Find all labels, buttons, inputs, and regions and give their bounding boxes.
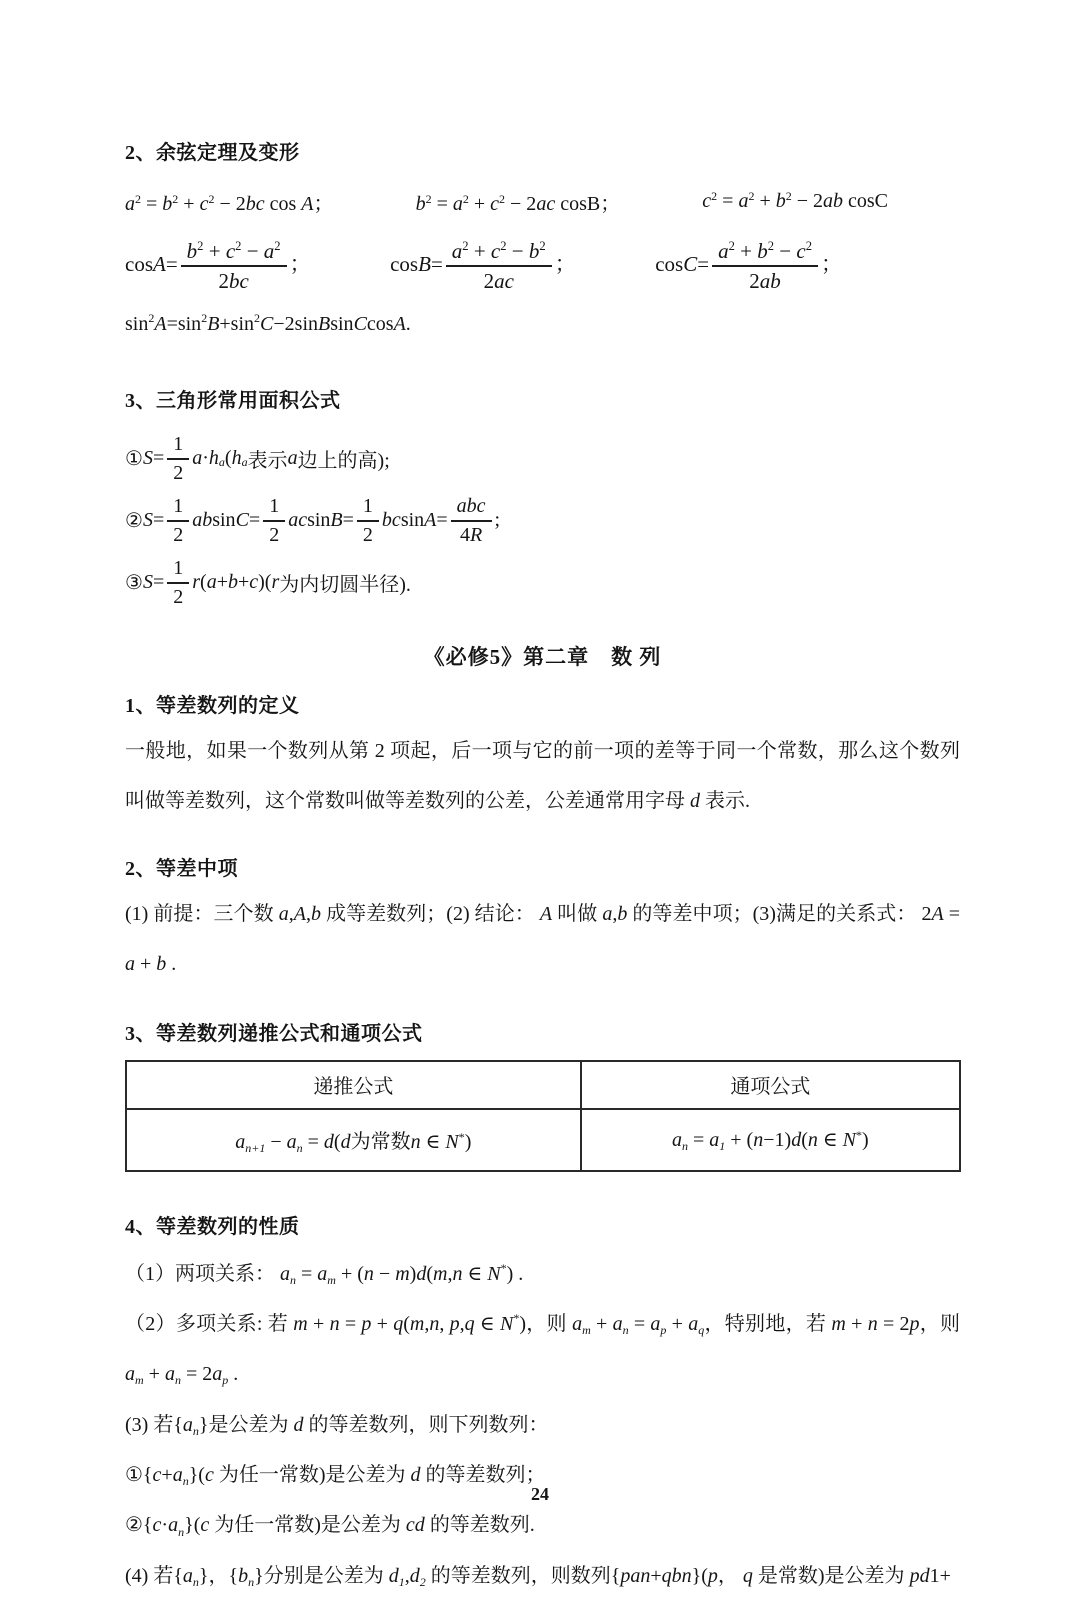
property-derived-sequences: (3) 若$\{a_n\}$是公差为 d 的等差数列，则下列数列：: [125, 1413, 549, 1438]
formula-cos-a: cosA= $\frac{b^2 + c^2 - a^2}{2bc}$ ；: [125, 239, 311, 294]
property-derived-multiply-constant: $②\{c\cdot a_n\}(c$ 为任一常数)是公差为 cd 的等差数列.: [125, 1514, 535, 1539]
table-cell-general-term-formula: $a_n = a_1 + (n-1)d(n$ ∈ N*): [581, 1109, 960, 1171]
area-formula-3: ③ S = $\frac{1}{2}$ r ( a + b + c )( r 为内切圆半径).: [125, 556, 411, 608]
table-cell-recurrence-formula: $a_{n+1} - a_n = d(d$为常数n ∈ N*): [126, 1109, 581, 1171]
table-header-general-term: 通项公式: [581, 1061, 960, 1109]
formula-table-heading: 3、等差数列递推公式和通项公式: [125, 1022, 423, 1045]
area-section-heading: 3、三角形常用面积公式: [125, 389, 341, 412]
property-multi-term: （2）多项关系: 若 m + n = p + q(m,n, p,q ∈ N*)，则 $a_m + a_n = a_p + a_q$，特别地，若 m + n = 2p，则 $a_m + a_n = 2a_p$ .: [125, 1311, 961, 1388]
area-formula-2: ② S = $\frac{1}{2}$ ab sin C = $\frac{1}{2}$ ac sin B = $\frac{1}{2}$ bc sin A = $\frac{\text{abc}}{4R}$ ;: [125, 494, 501, 546]
formula-b-squared: $b^2 = a^2 + c^2 - 2ac$ cosB；: [415, 191, 621, 215]
mean-section-heading: 2、等差中项: [125, 857, 238, 880]
formula-a-squared: $a^2 = b^2 + c^2 - 2bc$ cos A；: [125, 191, 334, 215]
table-formula-row: [126, 1109, 960, 1171]
cosine-section-heading: 2、余弦定理及变形: [125, 142, 300, 164]
properties-section-heading: 4、等差数列的性质: [125, 1215, 300, 1238]
formula-c-squared: $c^2 = a^2 + b^2 - 2ab$ cosC: [702, 188, 888, 212]
cosine-square-row: [125, 187, 960, 216]
definition-body: 一般地，如果一个数列从第 2 项起，后一项与它的前一项的差等于同一个常数，那么这个数列叫做等差数列，这个常数叫做等差数列的公差，公差通常用字母 d 表示.: [125, 739, 960, 812]
formula-cos-c: cosC= $\frac{a^2 + b^2 - c^2}{2ab}$ ；: [655, 239, 842, 294]
mean-body: (1) 前提：三个数 a,A,b 成等差数列；(2) 结论： A 叫做 a,b 的等差中项；(3)满足的关系式： 2A = a + b .: [125, 902, 961, 975]
sin-identity-formula: $\sin^2A=\sin^2B+\sin^2C-2sinBsinCcosA$.: [125, 311, 411, 335]
table-header-recurrence: 递推公式: [126, 1061, 581, 1109]
chapter-heading: 《必修5》第二章 数 列: [423, 644, 662, 669]
definition-section-heading: 1、等差数列的定义: [125, 694, 300, 717]
table-header-row: [126, 1061, 960, 1109]
formula-table: [125, 1060, 961, 1172]
formula-cos-b: cosB= $\frac{a^2 + c^2 - b^2}{2ac}$ ；: [390, 239, 576, 294]
page-number: 24: [531, 1484, 549, 1504]
area-formula-1: ① S = $\frac{1}{2}$ a · h $_a$ ( h $_a$ 表示 a 边上的高);: [125, 432, 390, 484]
cosine-fraction-row: [125, 238, 960, 295]
property-derived-add-constant: $①\{c+a_n\}(c$ 为任一常数)是公差为 d 的等差数列；: [125, 1464, 546, 1489]
property-two-term: （1）两项关系： $a_n = a_m + (n - m)d(m,n$ ∈ N*) .: [125, 1261, 524, 1287]
property-linear-combination: (4) 若$\{a_n\}$，$\{b_n\}$分别是公差为 $d_1,d_2$ 的等差数列，则数列{pan+qbn}(p， q 是常数)是公差为 pd1+: [125, 1564, 951, 1590]
